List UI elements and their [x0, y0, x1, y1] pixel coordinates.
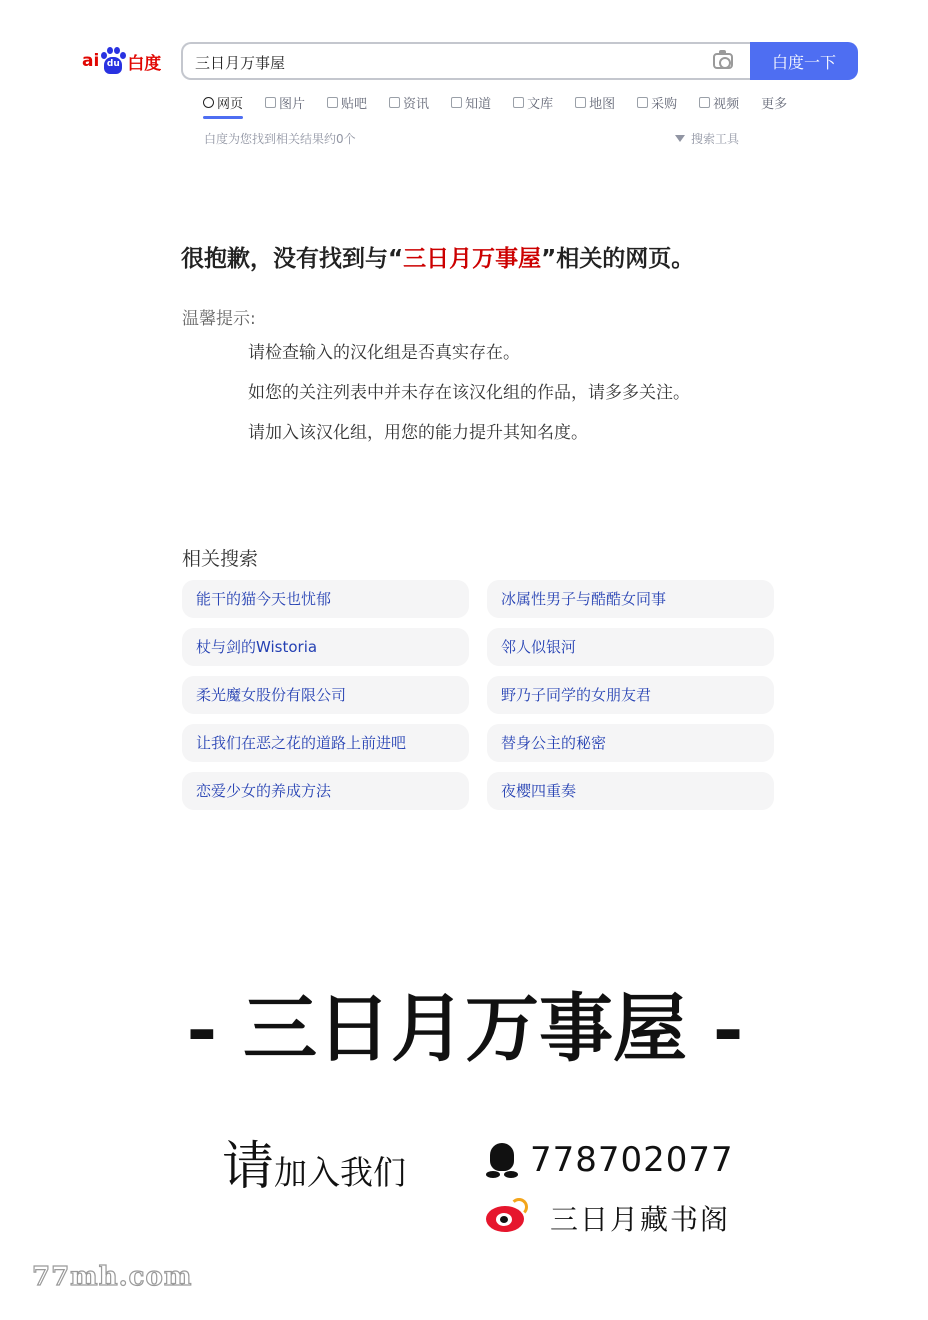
map-icon — [575, 97, 586, 108]
tip-list — [248, 342, 690, 462]
tab-label: 网页 — [217, 96, 244, 112]
tab-images[interactable] — [265, 92, 305, 112]
related-search-item[interactable]: 柔光魔女股份有限公司 — [182, 676, 469, 714]
search-tools-button[interactable] — [675, 130, 739, 147]
related-search-item[interactable]: 夜樱四重奏 — [487, 772, 774, 810]
join-big-char: 请 — [222, 1137, 275, 1197]
related-search-item[interactable]: 恋爱少女的养成方法 — [182, 772, 469, 810]
paw-icon — [100, 47, 126, 75]
qq-number: 778702077 — [530, 1140, 734, 1180]
baidu-logo[interactable] — [82, 44, 168, 78]
weibo-icon — [486, 1198, 528, 1232]
related-search-item[interactable]: 杖与剑的Wistoria — [182, 628, 469, 666]
site-watermark: 77mh.com — [32, 1262, 193, 1292]
tab-more[interactable] — [761, 92, 787, 112]
query-keyword: 三日月万事屋 — [403, 246, 542, 272]
tab-label: 文库 — [527, 96, 554, 112]
related-search-item[interactable]: 冰属性男子与酷酷女同事 — [487, 580, 774, 618]
no-result-message — [181, 240, 694, 273]
related-search-item[interactable]: 邻人似银河 — [487, 628, 774, 666]
document-icon — [513, 97, 524, 108]
tab-label: 地图 — [589, 96, 616, 112]
search-input[interactable] — [195, 52, 695, 72]
tab-label: 贴吧 — [341, 96, 368, 112]
tab-label: 知道 — [465, 96, 492, 112]
related-search-grid — [182, 580, 774, 810]
tab-tieba[interactable] — [327, 92, 367, 112]
tab-label: 图片 — [279, 96, 306, 112]
tab-news[interactable] — [389, 92, 429, 112]
tab-web[interactable] — [203, 92, 243, 112]
weibo-name: 三日月藏书阁 — [550, 1203, 731, 1236]
tab-video[interactable] — [699, 92, 739, 112]
image-icon — [265, 97, 276, 108]
video-icon — [699, 97, 710, 108]
group-banner-title: - 三日月万事屋 - — [186, 986, 744, 1072]
tab-label: 视频 — [713, 96, 740, 112]
search-button[interactable]: 白度一下 — [750, 42, 858, 80]
news-icon — [389, 97, 400, 108]
join-us-text — [222, 1124, 406, 1199]
related-search-item[interactable]: 替身公主的秘密 — [487, 724, 774, 762]
tip-line: 请加入该汉化组，用您的能力提升其知名度。 — [248, 423, 588, 443]
related-search-item[interactable]: 能干的猫今天也忧郁 — [182, 580, 469, 618]
result-count: 白度为您找到相关结果约0个 — [204, 132, 356, 146]
tip-line: 请检查输入的汉化组是否真实存在。 — [248, 343, 520, 363]
question-icon — [451, 97, 462, 108]
sorry-prefix: 很抱歉，没有找到与“ — [181, 246, 404, 272]
tip-title: 温馨提示: — [182, 309, 256, 329]
tab-label: 采购 — [651, 96, 678, 112]
qq-icon — [486, 1143, 518, 1179]
search-nav-tabs — [203, 92, 809, 122]
tab-label: 资讯 — [403, 96, 430, 112]
related-search-title: 相关搜索 — [182, 548, 259, 570]
filter-icon — [675, 135, 685, 142]
search-box — [181, 42, 753, 80]
tab-shop[interactable] — [637, 92, 677, 112]
related-search-item[interactable]: 让我们在恶之花的道路上前进吧 — [182, 724, 469, 762]
related-search-item[interactable]: 野乃子同学的女朋友君 — [487, 676, 774, 714]
logo-cn-text: 白度 — [127, 53, 162, 74]
join-rest: 加入我们 — [274, 1153, 407, 1192]
tab-zhidao[interactable] — [451, 92, 491, 112]
sorry-suffix: ”相关的网页。 — [541, 246, 695, 272]
tab-label: 更多 — [761, 96, 788, 112]
tab-wenku[interactable] — [513, 92, 553, 112]
tieba-icon — [327, 97, 338, 108]
camera-icon[interactable] — [713, 53, 733, 69]
shop-icon — [637, 97, 648, 108]
logo-ai-text: ai — [82, 51, 100, 71]
tip-line: 如您的关注列表中并未存在该汉化组的作品，请多多关注。 — [248, 383, 690, 403]
search-icon — [203, 97, 214, 108]
logo-du-text: du — [106, 59, 120, 69]
tab-map[interactable] — [575, 92, 615, 112]
search-tools-label: 搜索工具 — [691, 132, 740, 146]
